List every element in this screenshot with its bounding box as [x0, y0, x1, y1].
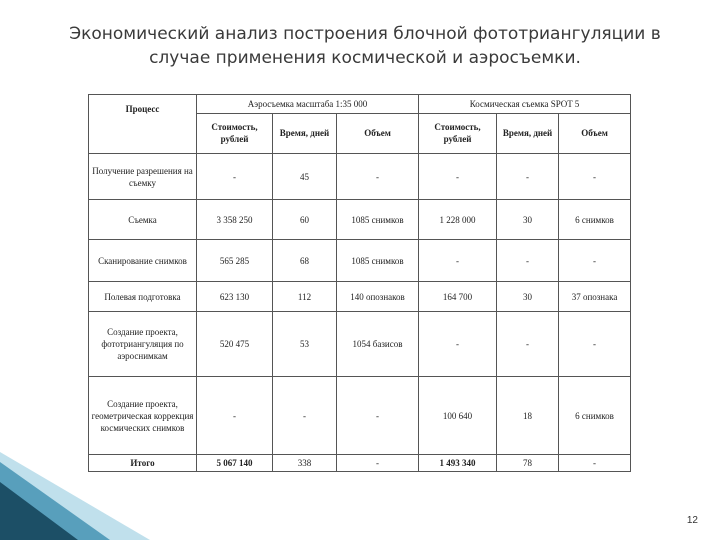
cell-time-space: 18: [497, 377, 559, 455]
cell-cost-aero: 520 475: [197, 311, 273, 376]
group-header-aero: Аэросъемка масштаба 1:35 000: [197, 95, 419, 114]
sub-header-cost-space: Стоимость, рублей: [419, 113, 497, 153]
table-row: [89, 311, 631, 376]
cell-cost-space: 164 700: [419, 282, 497, 311]
cell-cost-aero: 3 358 250: [197, 200, 273, 240]
sub-header-time-aero: Время, дней: [273, 113, 337, 153]
cell-volume-space: -: [559, 311, 631, 376]
sub-header-time-space: Время, дней: [497, 113, 559, 153]
cell-cost-aero: 5 067 140: [197, 455, 273, 472]
row-process-label: Съемка: [89, 200, 197, 240]
cell-volume-aero: 1054 базисов: [337, 311, 419, 376]
cell-volume-aero: -: [337, 377, 419, 455]
corner-decoration: [0, 452, 160, 540]
cell-volume-space: 37 опознака: [559, 282, 631, 311]
cell-volume-space: -: [559, 455, 631, 472]
slide-title-line-1: Экономический анализ построения блочной фототриангуляции в: [69, 24, 661, 44]
cell-time-space: 30: [497, 282, 559, 311]
slide-title-line-2: случае применения космической и аэросъемки.: [149, 48, 581, 68]
cell-cost-aero: 623 130: [197, 282, 273, 311]
cell-time-aero: 338: [273, 455, 337, 472]
cell-time-aero: 45: [273, 153, 337, 199]
cell-time-aero: 68: [273, 240, 337, 282]
cell-volume-aero: -: [337, 455, 419, 472]
cell-volume-space: -: [559, 240, 631, 282]
cell-cost-space: -: [419, 311, 497, 376]
table-total-row: [89, 455, 631, 472]
group-header-space: Космическая съемка SPOT 5: [419, 95, 631, 114]
row-process-label: Получение разрешения на съемку: [89, 153, 197, 199]
cell-time-aero: -: [273, 377, 337, 455]
cell-cost-space: 100 640: [419, 377, 497, 455]
cell-time-aero: 112: [273, 282, 337, 311]
table-row: [89, 282, 631, 311]
cell-volume-aero: 1085 снимков: [337, 200, 419, 240]
cell-cost-space: 1 493 340: [419, 455, 497, 472]
cell-volume-aero: 140 опознаков: [337, 282, 419, 311]
cell-volume-space: 6 снимков: [559, 377, 631, 455]
comparison-table: [88, 94, 631, 472]
cell-volume-space: 6 снимков: [559, 200, 631, 240]
cell-time-space: -: [497, 311, 559, 376]
cell-time-aero: 53: [273, 311, 337, 376]
cell-cost-aero: -: [197, 153, 273, 199]
row-process-label: Создание проекта, геометрическая коррекция космических снимков: [89, 377, 197, 455]
cell-volume-space: -: [559, 153, 631, 199]
table-row: [89, 153, 631, 199]
cell-volume-aero: -: [337, 153, 419, 199]
cell-cost-aero: -: [197, 377, 273, 455]
sub-header-volume-aero: Объем: [337, 113, 419, 153]
cell-volume-aero: 1085 снимков: [337, 240, 419, 282]
cell-cost-aero: 565 285: [197, 240, 273, 282]
cell-time-aero: 60: [273, 200, 337, 240]
sub-header-cost-aero: Стоимость, рублей: [197, 113, 273, 153]
table-group-header-row: [89, 95, 631, 114]
sub-header-volume-space: Объем: [559, 113, 631, 153]
slide-title: [40, 22, 690, 70]
row-process-label: Полевая подготовка: [89, 282, 197, 311]
process-header: Процесс: [89, 95, 197, 154]
cell-cost-space: -: [419, 153, 497, 199]
cell-time-space: 78: [497, 455, 559, 472]
table-row: [89, 377, 631, 455]
row-process-label: Создание проекта, фототриангуляция по аэроснимкам: [89, 311, 197, 376]
cell-time-space: 30: [497, 200, 559, 240]
cell-time-space: -: [497, 240, 559, 282]
row-process-label: Итого: [89, 455, 197, 472]
page-number: 12: [686, 515, 698, 526]
cell-cost-space: -: [419, 240, 497, 282]
table-row: [89, 240, 631, 282]
row-process-label: Сканирование снимков: [89, 240, 197, 282]
cell-cost-space: 1 228 000: [419, 200, 497, 240]
cell-time-space: -: [497, 153, 559, 199]
table-row: [89, 200, 631, 240]
